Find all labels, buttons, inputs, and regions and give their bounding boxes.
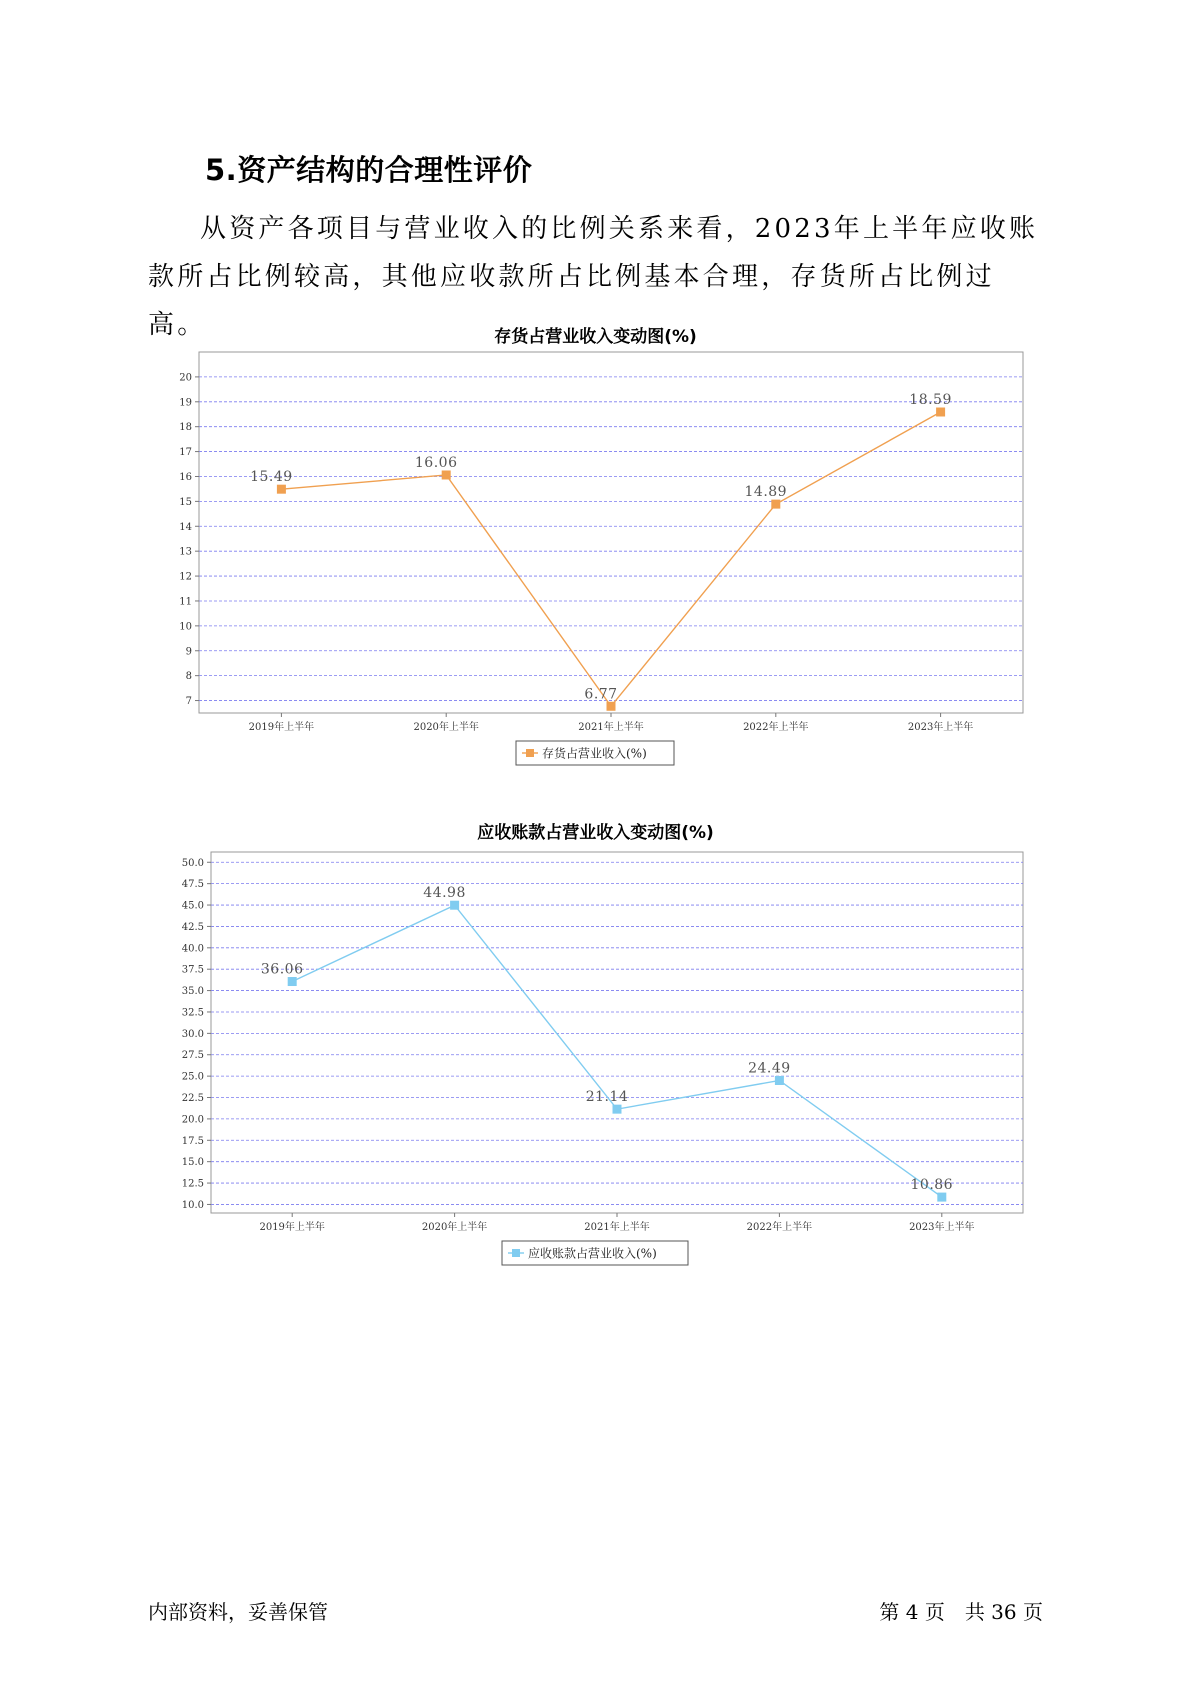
chart-title: 存货占营业收入变动图(%) bbox=[494, 327, 697, 347]
x-tick-label: 2023年上半年 bbox=[909, 1222, 975, 1233]
y-tick-label: 37.5 bbox=[181, 964, 204, 976]
x-tick-label: 2019年上半年 bbox=[259, 1222, 325, 1233]
data-label: 16.06 bbox=[414, 454, 458, 471]
data-label: 14.89 bbox=[744, 484, 788, 501]
y-tick-label: 18 bbox=[179, 422, 192, 434]
y-tick-label: 8 bbox=[185, 671, 192, 683]
plot-frame bbox=[211, 852, 1023, 1213]
y-tick-label: 22.5 bbox=[181, 1093, 204, 1105]
data-label: 44.98 bbox=[423, 885, 466, 902]
data-point bbox=[937, 1193, 946, 1202]
y-tick-label: 7 bbox=[185, 696, 192, 708]
data-label: 18.59 bbox=[909, 392, 952, 409]
chart-title: 应收账款占营业收入变动图(%) bbox=[477, 823, 714, 843]
data-point bbox=[277, 485, 286, 494]
y-tick-label: 42.5 bbox=[181, 921, 204, 933]
y-tick-label: 40.0 bbox=[181, 943, 204, 955]
legend-label: 存货占营业收入(%) bbox=[542, 746, 647, 761]
y-tick-label: 20.0 bbox=[181, 1114, 204, 1126]
data-label: 36.06 bbox=[260, 961, 304, 978]
data-point bbox=[450, 901, 459, 910]
section-heading: 5.资产结构的合理性评价 bbox=[205, 153, 533, 187]
y-tick-label: 10.0 bbox=[181, 1199, 204, 1211]
data-point bbox=[442, 470, 451, 479]
data-label: 15.49 bbox=[250, 469, 293, 486]
y-tick-label: 47.5 bbox=[181, 879, 204, 891]
y-tick-label: 15.0 bbox=[181, 1157, 204, 1169]
receivables-ratio-chart bbox=[0, 840, 1191, 1280]
y-tick-label: 25.0 bbox=[181, 1071, 204, 1083]
inventory-ratio-chart bbox=[0, 340, 1191, 790]
data-point bbox=[775, 1076, 784, 1085]
data-point bbox=[936, 408, 945, 417]
y-tick-label: 9 bbox=[185, 646, 192, 658]
y-tick-label: 16 bbox=[179, 471, 192, 483]
data-point bbox=[288, 977, 297, 986]
data-label: 24.49 bbox=[748, 1060, 791, 1077]
y-tick-label: 14 bbox=[179, 521, 192, 533]
legend-swatch bbox=[512, 1249, 520, 1257]
y-tick-label: 30.0 bbox=[181, 1028, 204, 1040]
x-tick-label: 2023年上半年 bbox=[907, 722, 974, 733]
legend-label: 应收账款占营业收入(%) bbox=[528, 1246, 657, 1261]
y-tick-label: 35.0 bbox=[181, 986, 204, 998]
footer-note: 内部资料，妥善保管 bbox=[148, 1600, 328, 1624]
data-label: 6.77 bbox=[584, 686, 618, 703]
x-tick-label: 2021年上半年 bbox=[584, 1222, 650, 1233]
y-tick-label: 50.0 bbox=[181, 857, 204, 869]
x-tick-label: 2022年上半年 bbox=[746, 1222, 813, 1233]
y-tick-label: 45.0 bbox=[181, 900, 204, 912]
y-tick-label: 11 bbox=[179, 596, 192, 608]
page-number: 第 4 页 共 36 页 bbox=[879, 1600, 1043, 1624]
plot-frame bbox=[199, 352, 1023, 713]
y-tick-label: 12.5 bbox=[181, 1178, 204, 1190]
y-tick-label: 10 bbox=[179, 621, 192, 633]
data-label: 21.14 bbox=[585, 1089, 629, 1106]
x-tick-label: 2019年上半年 bbox=[248, 722, 315, 733]
y-tick-label: 15 bbox=[179, 496, 192, 508]
y-tick-label: 17.5 bbox=[181, 1135, 204, 1147]
section-paragraph: 从资产各项目与营业收入的比例关系来看，2023年上半年应收账款所占比例较高，其他应收款所占比例基本合理，存货所占比例过高。 bbox=[148, 214, 1039, 340]
y-tick-label: 12 bbox=[179, 571, 192, 583]
data-label: 10.86 bbox=[910, 1177, 954, 1194]
y-tick-label: 20 bbox=[179, 372, 192, 384]
x-tick-label: 2022年上半年 bbox=[743, 722, 809, 733]
y-tick-label: 19 bbox=[179, 397, 192, 409]
x-tick-label: 2021年上半年 bbox=[578, 722, 644, 733]
y-tick-label: 13 bbox=[179, 546, 192, 558]
x-tick-label: 2020年上半年 bbox=[421, 1222, 488, 1233]
y-tick-label: 27.5 bbox=[181, 1050, 204, 1062]
data-point bbox=[607, 702, 616, 711]
x-tick-label: 2020年上半年 bbox=[413, 722, 479, 733]
data-point bbox=[771, 500, 780, 509]
legend-swatch bbox=[526, 749, 534, 757]
y-tick-label: 32.5 bbox=[181, 1007, 204, 1019]
data-point bbox=[613, 1105, 622, 1114]
y-tick-label: 17 bbox=[179, 447, 192, 459]
